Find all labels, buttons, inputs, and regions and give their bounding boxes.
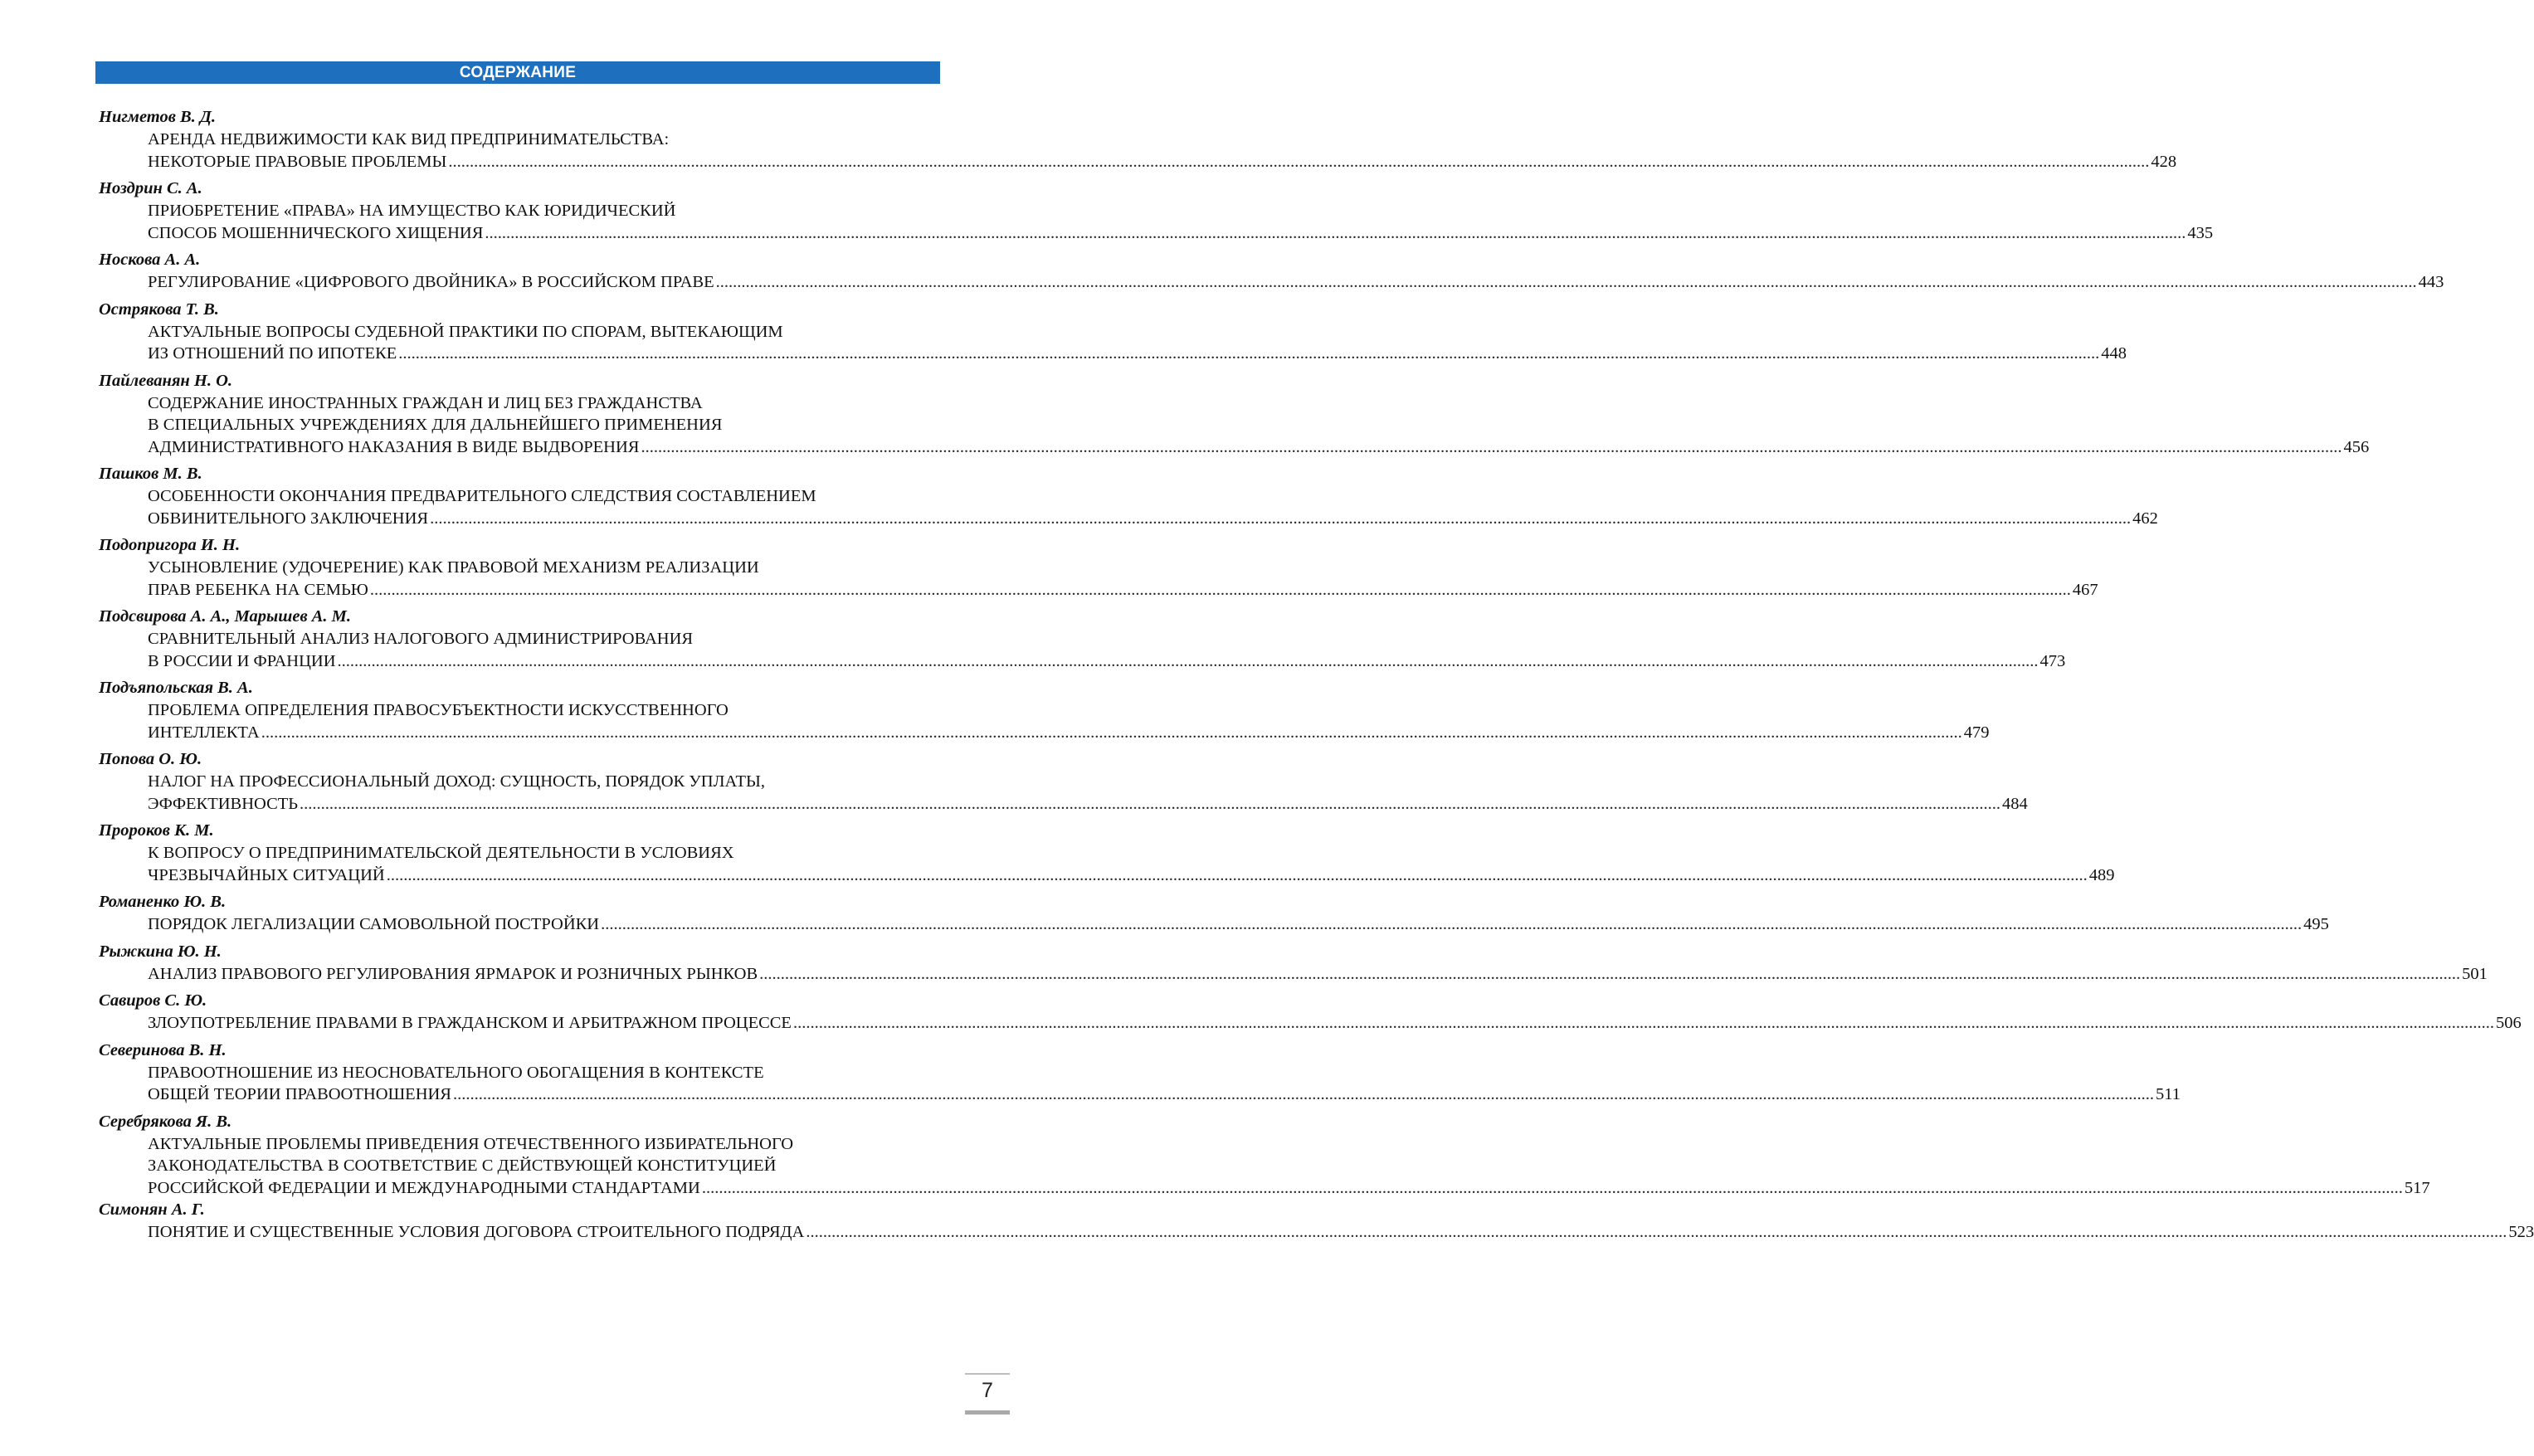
entry-page-number: 484 bbox=[2002, 794, 2028, 813]
entry-title-line: ЧРЕЗВЫЧАЙНЫХ СИТУАЦИЙ bbox=[148, 865, 385, 884]
entry-title-line: В СПЕЦИАЛЬНЫХ УЧРЕЖДЕНИЯХ ДЛЯ ДАЛЬНЕЙШЕГО ПРИМЕНЕНИЯ bbox=[148, 416, 723, 434]
entry-title-line: ОБЩЕЙ ТЕОРИИ ПРАВООТНОШЕНИЯ bbox=[148, 1085, 451, 1103]
entry-title-line: ПОРЯДОК ЛЕГАЛИЗАЦИИ САМОВОЛЬНОЙ ПОСТРОЙКИ bbox=[148, 915, 600, 933]
page-number-rule-top bbox=[965, 1373, 1010, 1375]
dot-leader: ................................................................................................................................................................................................................................................................................................................................................................................................................ bbox=[386, 865, 2088, 884]
entry-page-number: 523 bbox=[2508, 1223, 2534, 1241]
entry-title-line: АКТУАЛЬНЫЕ ВОПРОСЫ СУДЕБНОЙ ПРАКТИКИ ПО СПОРАМ, ВЫТЕКАЮЩИМ bbox=[148, 322, 783, 341]
entry-title-line: АНАЛИЗ ПРАВОВОГО РЕГУЛИРОВАНИЯ ЯРМАРОК И РОЗНИЧНЫХ РЫНКОВ bbox=[148, 964, 758, 983]
toc-header bbox=[95, 61, 940, 84]
page-number-rule-bottom bbox=[965, 1410, 1010, 1415]
entry-title-line: ПРАВ РЕБЕНКА НА СЕМЬЮ bbox=[148, 580, 368, 599]
entry-author: Ноздрин С. А. bbox=[99, 179, 202, 197]
entry-page-number: 501 bbox=[2462, 964, 2488, 983]
dot-leader: ................................................................................................................................................................................................................................................................................................................................................................................................................ bbox=[261, 723, 1962, 742]
toc-entry[interactable] bbox=[99, 106, 2177, 173]
entry-author: Северинова В. Н. bbox=[99, 1040, 227, 1059]
entry-page-number: 506 bbox=[2495, 1014, 2522, 1032]
entry-author: Острякова Т. В. bbox=[99, 299, 219, 319]
toc-entry[interactable] bbox=[99, 1040, 2181, 1106]
entry-title-line: ЭФФЕКТИВНОСТЬ bbox=[148, 794, 299, 813]
entry-author: Серебрякова Я. В. bbox=[99, 1112, 232, 1131]
entry-author: Попова О. Ю. bbox=[99, 750, 202, 768]
toc-entry[interactable] bbox=[99, 370, 2370, 459]
entry-author: Пайлеванян Н. О. bbox=[99, 371, 233, 390]
toc-entry[interactable] bbox=[99, 748, 2028, 815]
entry-page-number: 456 bbox=[2343, 437, 2370, 456]
entry-title-line: ИЗ ОТНОШЕНИЙ ПО ИПОТЕКЕ bbox=[148, 344, 397, 363]
entry-page-number: 462 bbox=[2132, 509, 2158, 528]
entry-title-line: ЗАКОНОДАТЕЛЬСТВА В СООТВЕТСТВИЕ С ДЕЙСТВУЮЩЕЙ КОНСТИТУЦИЕЙ bbox=[148, 1157, 777, 1175]
entry-title-line: ПОНЯТИЕ И СУЩЕСТВЕННЫЕ УСЛОВИЯ ДОГОВОРА СТРОИТЕЛЬНОГО ПОДРЯДА bbox=[148, 1223, 805, 1241]
entry-title-line: ЗЛОУПОТРЕБЛЕНИЕ ПРАВАМИ В ГРАЖДАНСКОМ И АРБИТРАЖНОМ ПРОЦЕССЕ bbox=[148, 1014, 792, 1032]
entry-title-line: АКТУАЛЬНЫЕ ПРОБЛЕМЫ ПРИВЕДЕНИЯ ОТЕЧЕСТВЕННОГО ИЗБИРАТЕЛЬНОГО bbox=[148, 1134, 794, 1153]
entry-author: Рыжкина Ю. Н. bbox=[99, 942, 222, 961]
entry-title-line: РЕГУЛИРОВАНИЕ «ЦИФРОВОГО ДВОЙНИКА» В РОССИЙСКОМ ПРАВЕ bbox=[148, 273, 714, 291]
dot-leader: ................................................................................................................................................................................................................................................................................................................................................................................................................ bbox=[448, 152, 2150, 171]
entry-page-number: 435 bbox=[2187, 223, 2214, 242]
entry-page-number: 495 bbox=[2303, 915, 2329, 933]
toc-entry[interactable] bbox=[99, 820, 2115, 886]
entry-title-line: НЕКОТОРЫЕ ПРАВОВЫЕ ПРОБЛЕМЫ bbox=[148, 152, 447, 171]
entry-page-number: 467 bbox=[2072, 580, 2098, 599]
entry-page-number: 511 bbox=[2155, 1085, 2181, 1103]
entry-author: Савиров С. Ю. bbox=[99, 991, 207, 1010]
dot-leader: ................................................................................................................................................................................................................................................................................................................................................................................................................ bbox=[485, 223, 2186, 242]
entry-author: Пророков К. М. bbox=[99, 821, 214, 840]
entry-title-line: ОСОБЕННОСТИ ОКОНЧАНИЯ ПРЕДВАРИТЕЛЬНОГО СЛЕДСТВИЯ СОСТАВЛЕНИЕМ bbox=[148, 487, 816, 505]
page-number: 7 bbox=[982, 1379, 993, 1402]
entry-page-number: 479 bbox=[1963, 723, 1990, 742]
toc-entry[interactable] bbox=[99, 1199, 2534, 1244]
toc-entry[interactable] bbox=[99, 249, 2444, 294]
toc-entry[interactable] bbox=[99, 178, 2214, 244]
dot-leader: ................................................................................................................................................................................................................................................................................................................................................................................................................ bbox=[701, 1178, 2403, 1197]
dot-leader: ................................................................................................................................................................................................................................................................................................................................................................................................................ bbox=[452, 1085, 2154, 1103]
entry-title-line: АРЕНДА НЕДВИЖИМОСТИ КАК ВИД ПРЕДПРИНИМАТЕЛЬСТВА: bbox=[148, 130, 670, 149]
entry-author: Подъяпольская В. А. bbox=[99, 679, 253, 697]
dot-leader: ................................................................................................................................................................................................................................................................................................................................................................................................................ bbox=[337, 651, 2039, 670]
toc-entry[interactable] bbox=[99, 299, 2127, 365]
entry-page-number: 428 bbox=[2151, 152, 2177, 171]
toc-entry[interactable] bbox=[99, 606, 2066, 672]
entry-title-line: ПРАВООТНОШЕНИЕ ИЗ НЕОСНОВАТЕЛЬНОГО ОБОГАЩЕНИЯ В КОНТЕКСТЕ bbox=[148, 1063, 764, 1082]
dot-leader: ................................................................................................................................................................................................................................................................................................................................................................................................................ bbox=[430, 509, 2132, 528]
toc-entry[interactable] bbox=[99, 534, 2098, 601]
dot-leader: ................................................................................................................................................................................................................................................................................................................................................................................................................ bbox=[300, 794, 2001, 813]
toc-entry[interactable] bbox=[99, 1111, 2430, 1200]
entry-title-line: АДМИНИСТРАТИВНОГО НАКАЗАНИЯ В ВИДЕ ВЫДВОРЕНИЯ bbox=[148, 437, 640, 456]
entry-title-line: ИНТЕЛЛЕКТА bbox=[148, 723, 260, 742]
entry-title-line: УСЫНОВЛЕНИЕ (УДОЧЕРЕНИЕ) КАК ПРАВОВОЙ МЕХАНИЗМ РЕАЛИЗАЦИИ bbox=[148, 558, 759, 577]
entry-title-line: СПОСОБ МОШЕННИЧЕСКОГО ХИЩЕНИЯ bbox=[148, 223, 484, 242]
toc-entry[interactable] bbox=[99, 463, 2158, 529]
entry-author: Романенко Ю. В. bbox=[99, 893, 227, 911]
entry-title-line: СРАВНИТЕЛЬНЫЙ АНАЛИЗ НАЛОГОВОГО АДМИНИСТРИРОВАНИЯ bbox=[148, 630, 694, 648]
entry-page-number: 448 bbox=[2101, 344, 2127, 363]
toc-entry[interactable] bbox=[99, 941, 2488, 986]
entry-author: Подсвирова А. А., Марышев А. М. bbox=[99, 607, 352, 626]
entry-author: Пашков М. В. bbox=[99, 465, 202, 483]
entry-title-line: ПРИОБРЕТЕНИЕ «ПРАВА» НА ИМУЩЕСТВО КАК ЮРИДИЧЕСКИЙ bbox=[148, 202, 676, 220]
table-of-contents bbox=[99, 106, 2534, 1249]
entry-title-line: НАЛОГ НА ПРОФЕССИОНАЛЬНЫЙ ДОХОД: СУЩНОСТЬ, ПОРЯДОК УПЛАТЫ, bbox=[148, 772, 766, 791]
entry-author: Нигметов В. Д. bbox=[99, 108, 217, 126]
entry-author: Подопригора И. Н. bbox=[99, 536, 241, 554]
toc-entry[interactable] bbox=[99, 891, 2329, 936]
dot-leader: ................................................................................................................................................................................................................................................................................................................................................................................................................ bbox=[806, 1223, 2507, 1241]
dot-leader: ................................................................................................................................................................................................................................................................................................................................................................................................................ bbox=[641, 437, 2342, 456]
entry-title-line: СОДЕРЖАНИЕ ИНОСТРАННЫХ ГРАЖДАН И ЛИЦ БЕЗ ГРАЖДАНСТВА bbox=[148, 393, 703, 412]
entry-title-line: В РОССИИ И ФРАНЦИИ bbox=[148, 651, 336, 670]
entry-title-line: ОБВИНИТЕЛЬНОГО ЗАКЛЮЧЕНИЯ bbox=[148, 509, 429, 528]
entry-author: Носкова А. А. bbox=[99, 251, 201, 269]
entry-author: Симонян А. Г. bbox=[99, 1200, 205, 1219]
dot-leader: ................................................................................................................................................................................................................................................................................................................................................................................................................ bbox=[715, 273, 2417, 291]
toc-header-title: СОДЕРЖАНИЕ bbox=[459, 63, 577, 81]
entry-title-line: ПРОБЛЕМА ОПРЕДЕЛЕНИЯ ПРАВОСУБЪЕКТНОСТИ ИСКУССТВЕННОГО bbox=[148, 701, 729, 719]
entry-title-line: РОССИЙСКОЙ ФЕДЕРАЦИИ И МЕЖДУНАРОДНЫМИ СТАНДАРТАМИ bbox=[148, 1178, 700, 1197]
entry-title-line: К ВОПРОСУ О ПРЕДПРИНИМАТЕЛЬСКОЙ ДЕЯТЕЛЬНОСТИ В УСЛОВИЯХ bbox=[148, 844, 734, 862]
entry-page-number: 489 bbox=[2088, 865, 2115, 884]
dot-leader: ................................................................................................................................................................................................................................................................................................................................................................................................................ bbox=[369, 580, 2071, 599]
entry-page-number: 443 bbox=[2418, 273, 2444, 291]
dot-leader: ................................................................................................................................................................................................................................................................................................................................................................................................................ bbox=[792, 1014, 2494, 1032]
dot-leader: ................................................................................................................................................................................................................................................................................................................................................................................................................ bbox=[398, 344, 2100, 363]
entry-page-number: 473 bbox=[2039, 651, 2066, 670]
entry-page-number: 517 bbox=[2404, 1178, 2430, 1197]
dot-leader: ................................................................................................................................................................................................................................................................................................................................................................................................................ bbox=[601, 915, 2303, 933]
toc-entry[interactable] bbox=[99, 677, 1990, 743]
toc-entry[interactable] bbox=[99, 990, 2522, 1035]
dot-leader: ................................................................................................................................................................................................................................................................................................................................................................................................................ bbox=[759, 964, 2461, 983]
